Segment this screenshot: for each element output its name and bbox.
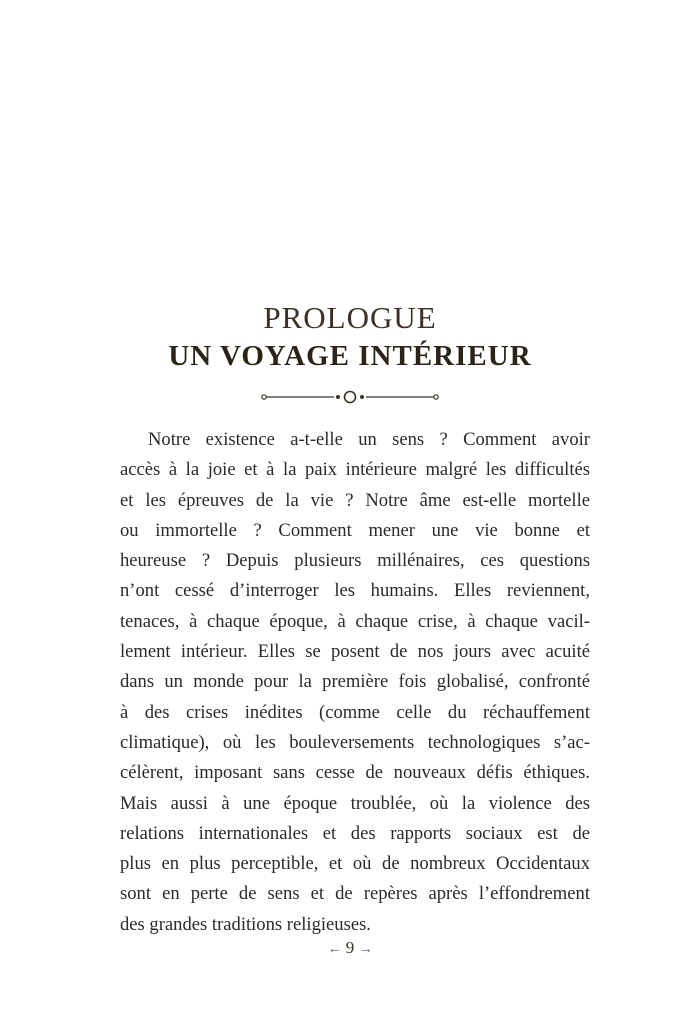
folio-right-arrow-icon: → — [358, 942, 373, 957]
page-number: 9 — [345, 938, 355, 957]
text-line: et les épreuves de la vie ? Notre âme est-elle mortelle — [120, 489, 590, 511]
text-line: heureuse ? Depuis plusieurs millénaires, ces questions — [120, 550, 590, 572]
page-folio — [0, 938, 700, 958]
ornament-divider-icon — [260, 388, 440, 406]
text-line: accès à la joie et à la paix intérieure malgré les difficultés — [120, 459, 590, 481]
text-line: Mais aussi à une époque troublée, où la violence des — [120, 792, 590, 814]
text-line: plus en plus perceptible, et où de nombreux Occidentaux — [120, 853, 590, 875]
chapter-label: PROLOGUE — [263, 300, 437, 335]
text-line: célèrent, imposant sans cesse de nouveaux défis éthiques. — [120, 762, 590, 784]
text-line: tenaces, à chaque époque, à chaque crise, à chaque vacil- — [120, 610, 590, 632]
text-line: lement intérieur. Elles se posent de nos jours avec acuité — [120, 641, 590, 663]
text-line: sont en perte de sens et de repères après l’effondrement — [120, 883, 590, 905]
folio-left-arrow-icon: ← — [327, 942, 342, 957]
text-line: dans un monde pour la première fois globalisé, confronté — [120, 671, 590, 693]
text-line: ou immortelle ? Comment mener une vie bonne et — [120, 519, 590, 541]
text-line: n’ont cessé d’interroger les humains. Elles reviennent, — [120, 580, 590, 602]
text-line: des grandes traditions religieuses. — [120, 913, 371, 935]
text-line: relations internationales et des rapports sociaux est de — [120, 822, 590, 844]
text-line: climatique), où les bouleversements technologiques s’ac- — [120, 731, 590, 753]
chapter-title: UN VOYAGE INTÉRIEUR — [168, 340, 532, 372]
text-line: Notre existence a-t-elle un sens ? Comment avoir — [148, 429, 590, 450]
text-line: à des crises inédites (comme celle du réchauffement — [120, 701, 590, 723]
prologue-body-text — [120, 425, 590, 940]
